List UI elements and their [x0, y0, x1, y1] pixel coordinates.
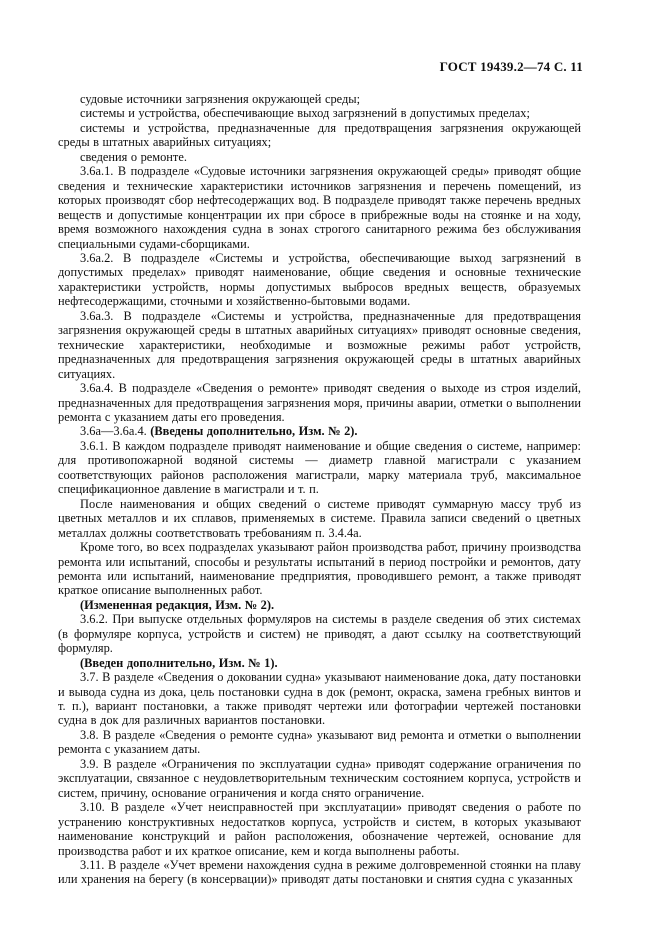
text-segment: 3.6а.4. В подразделе «Сведения о ремонте» приводят сведения о выходе из строя изделий, предназначенных для предотвращения загрязнения моря, причины аварии, отметки о выполнении ремонта с указанием даты его проведения.	[58, 381, 581, 424]
amendment-note-izm-2	[58, 598, 581, 612]
text-segment: 3.9. В разделе «Ограничения по эксплуатации судна» приводят содержание ограничения по эксплуатации, связанное с неудовлетворительным техническим состоянием корпуса, устройств и систем, причину, основание ограничения и когда снято ограничение.	[58, 756, 581, 800]
clause-3-6a-4	[58, 381, 581, 424]
clause-3-6a-1	[58, 164, 581, 251]
text-segment: 3.10. В разделе «Учет неисправностей при эксплуатации» приводят сведения о работе по устранению конструктивных недостатков корпуса, устройств и систем, в которых указывают наименование конструкций и район расположения, обозначение чертежей, основание для производства работ и их краткое описание, кем и когда выполнены работы.	[58, 800, 581, 858]
text-segment: 3.6а—3.6а.4.	[80, 424, 151, 439]
text-segment: 3.6.2. При выпуске отдельных формуляров на системы в разделе сведения об этих системах (в формуляре корпуса, устройств и систем) не приводят, а дают ссылку на соответствующий формуляр.	[58, 612, 581, 656]
text-segment: сведения о ремонте.	[80, 149, 187, 164]
text-segment: 3.8. В разделе «Сведения о ремонте судна» указывают вид ремонта и отметки о выполнении ремонта с указанием даты.	[58, 727, 581, 757]
clause-3-11	[58, 858, 581, 887]
list-item-pollution-sources	[58, 92, 581, 106]
amendment-note-text: (Измененная редакция, Изм. № 2).	[80, 597, 275, 612]
clause-3-6a-3	[58, 309, 581, 381]
list-item-systems-prevention	[58, 121, 581, 150]
clause-3-6-1	[58, 439, 581, 497]
text-segment: 3.6а.2. В подразделе «Системы и устройства, обеспечивающие выход загрязнений в допустимых пределах» приводят наименование, общие сведения и основные технические характеристики устройств, нормы допустимых выбросов вредных веществ, образуемых нефтесодержащими, сточными и хозяйственно-бытовыми водами.	[58, 250, 581, 309]
clause-3-6a-2	[58, 251, 581, 309]
text-segment: 3.6а.3. В подразделе «Системы и устройства, предназначенные для предотвращения загрязнения окружающей среды в штатных аварийных ситуациях» приводят основные сведения, технические характеристики, необходимые и возможные режимы работ устройств, предназначенных для предотвращения загрязнения окружающей среды в штатных аварийных ситуациях.	[58, 308, 581, 381]
clause-3-10	[58, 800, 581, 858]
list-item-repair-info	[58, 150, 581, 164]
text-segment: системы и устройства, предназначенные для предотвращения загрязнения окружающей среды в штатных аварийных ситуациях;	[58, 120, 581, 150]
text-segment: 3.6.1. В каждом подразделе приводят наименование и общие сведения о системе, например: для противопожарной водяной системы — диаметр главной магистрали с указанием соответствующих районов расположения магистрали, марку материала труб, максимальное спецификационное давление в магистрали и т. п.	[58, 438, 581, 497]
clause-3-6-2	[58, 612, 581, 655]
clause-3-6-1-cont-2	[58, 540, 581, 598]
amendment-note-text: (Введен дополнительно, Изм. № 1).	[80, 655, 278, 670]
text-segment: 3.7. В разделе «Сведения о доковании судна» указывают наименование дока, дату постановки и вывода судна из дока, цель постановки судна в док (ремонт, окраска, замена гребных винтов и т. п.), вариант постановки, а также приводят чертежи или фотографии чертежей постановки судна в док для различных вариантов постановки.	[58, 670, 581, 728]
page-header	[440, 59, 583, 75]
standard-reference: ГОСТ 19439.2—74 С. 11	[439, 59, 583, 74]
amendment-note-izm-1	[58, 656, 581, 670]
text-segment: 3.6а.1. В подразделе «Судовые источники загрязнения окружающей среды» приводят общие сведения и технические характеристики источников загрязнения и перечень помещений, из которых производят сбор нефтесодержащих вод. В подразделе приводят также перечень вредных веществ и допустимые концентрации их при сбросе в прибрежные воды на стоянке и на ходу, время возможного нахождения судна в зонах строгого санитарного режима без обслуживания специальными судами-сборщиками.	[58, 164, 581, 251]
text-segment: 3.11. В разделе «Учет времени нахождения судна в режиме долговременной стоянки на плаву или хранения на берегу (в консервации)» приводят даты постановки и снятия судна с указанных	[58, 858, 581, 887]
clause-3-9	[58, 757, 581, 800]
amendment-note-text: (Введены дополнительно, Изм. № 2).	[150, 424, 358, 439]
clause-3-8	[58, 728, 581, 757]
text-segment: После наименования и общих сведений о системе приводят суммарную массу труб из цветных металлов и их сплавов, применяемых в системе. Правила записи сведений о цветных металлах должны соответствовать требованиям п. 3.4.4а.	[58, 496, 581, 540]
text-segment: судовые источники загрязнения окружающей среды;	[80, 92, 361, 106]
clause-3-6-1-cont-1	[58, 497, 581, 540]
clause-3-7	[58, 670, 581, 728]
list-item-systems-permissible	[58, 106, 581, 120]
clause-3-6a-amendment	[58, 424, 581, 438]
text-segment: системы и устройства, обеспечивающие выход загрязнений в допустимых пределах;	[80, 106, 530, 121]
document-body	[58, 92, 581, 887]
text-segment: Кроме того, во всех подразделах указывают район производства работ, причину производства ремонта или испытаний, способы и результаты испытаний в период постройки и ремонтов, дату ремонта или испытаний, наименование предприятия, проводившего ремонт, а также приводят краткое описание выполненных работ.	[58, 540, 581, 598]
